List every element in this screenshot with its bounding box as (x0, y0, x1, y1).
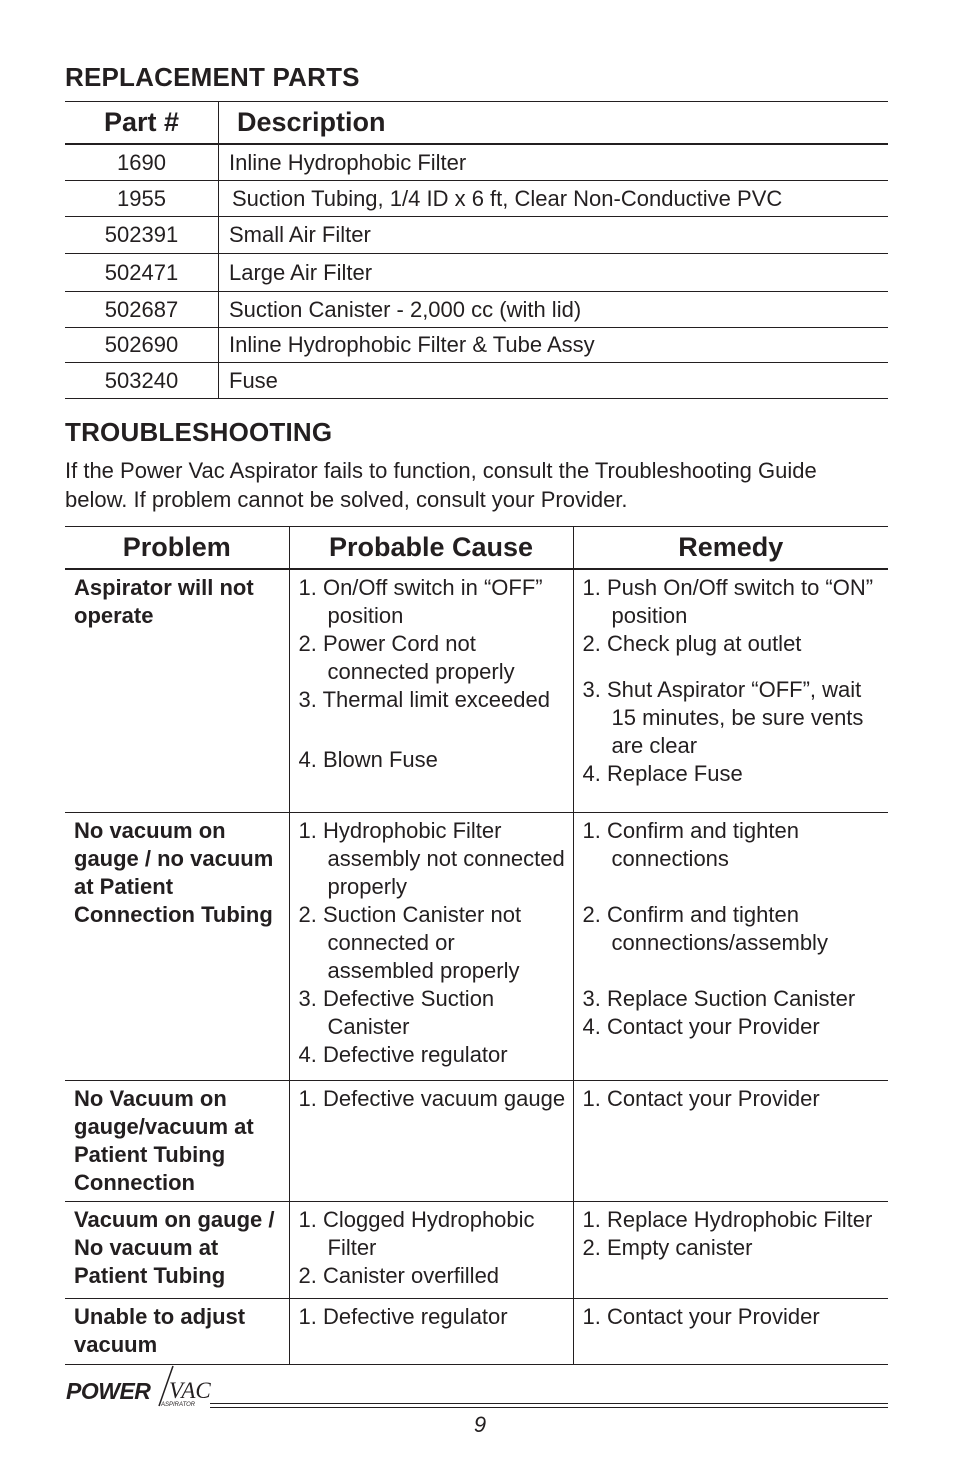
table-row (65, 569, 888, 813)
cause-item: 1. Defective vacuum gauge (298, 1086, 566, 1111)
cause-cell (289, 569, 573, 813)
part-number: 502690 (65, 328, 219, 363)
remedy-cell (573, 1299, 888, 1365)
remedy-item: 1. Replace Hydrophobic Filter (582, 1207, 873, 1232)
remedy-item: 4. Replace Fuse (582, 761, 743, 786)
troubleshooting-intro: If the Power Vac Aspirator fails to function, consult the Troubleshooting Guide below. If problem cannot be solved, consult your Provider. (65, 458, 817, 512)
replacement-parts-table (65, 101, 888, 399)
troubleshooting-table (65, 526, 888, 1365)
table-row (65, 292, 888, 328)
cause-item: 3. Defective Suction Canister (298, 986, 495, 1039)
part-number: 502687 (65, 292, 219, 328)
remedy-item: 3. Replace Suction Canister (582, 986, 856, 1011)
part-description: Large Air Filter (219, 254, 889, 292)
part-number-header: Part # (65, 102, 219, 145)
part-description: Inline Hydrophobic Filter & Tube Assy (219, 328, 889, 363)
troubleshooting-heading: TROUBLESHOOTING (65, 417, 333, 447)
remedy-item: 3. Shut Aspirator “OFF”, wait 15 minutes, be sure vents are clear (582, 677, 864, 758)
cause-header: Probable Cause (289, 527, 573, 570)
problem-cell: Vacuum on gauge / No vacuum at Patient Tubing (65, 1202, 289, 1299)
replacement-parts-heading: REPLACEMENT PARTS (65, 62, 360, 92)
table-row (65, 363, 888, 399)
page-number: 9 (473, 1412, 487, 1437)
part-number: 1690 (65, 144, 219, 181)
table-row (65, 217, 888, 254)
remedy-item: 2. Check plug at outlet (582, 631, 802, 656)
table-row (65, 328, 888, 363)
cause-item: 1. Clogged Hydrophobic Filter (298, 1207, 535, 1260)
table-row (65, 144, 888, 181)
remedy-item: 2. Empty canister (582, 1235, 753, 1260)
cause-item: 2. Power Cord not connected properly (298, 631, 515, 684)
remedy-cell (573, 813, 888, 1081)
cause-item: 2. Canister overfilled (298, 1263, 500, 1288)
description-header: Description (219, 102, 889, 145)
part-description: Inline Hydrophobic Filter (219, 144, 889, 181)
footer-rule (210, 1403, 888, 1404)
remedy-item: 1. Confirm and tighten connections (582, 818, 799, 871)
table-row (65, 813, 888, 1081)
logo-word-power: POWER (66, 1378, 151, 1404)
problem-cell: No Vacuum on gauge/vacuum at Patient Tubing Connection (65, 1081, 289, 1202)
table-row (65, 1299, 888, 1365)
remedy-cell (573, 569, 888, 813)
remedy-item: 1. Push On/Off switch to “ON” position (582, 575, 874, 628)
remedy-item: 1. Contact your Provider (582, 1304, 820, 1329)
remedy-header: Remedy (573, 527, 888, 570)
cause-cell (289, 1299, 573, 1365)
part-number: 502471 (65, 254, 219, 292)
part-description: Fuse (219, 363, 889, 399)
cause-item: 4. Defective regulator (298, 1042, 508, 1067)
problem-cell: Aspirator will not operate (65, 569, 289, 813)
problem-header: Problem (65, 527, 289, 570)
remedy-item: 2. Confirm and tighten connections/assembly (582, 902, 828, 955)
logo-word-vac: VAC (169, 1378, 211, 1403)
cause-item: 2. Suction Canister not connected or assembled properly (298, 902, 522, 983)
part-number: 1955 (65, 181, 219, 217)
cause-cell (289, 813, 573, 1081)
part-description: Small Air Filter (219, 217, 889, 254)
logo-subtext: ASPIRATOR (161, 1402, 196, 1408)
footer-rule (210, 1407, 888, 1408)
table-row (65, 181, 888, 217)
cause-cell (289, 1081, 573, 1202)
cause-cell (289, 1202, 573, 1299)
remedy-cell (573, 1081, 888, 1202)
table-row (65, 1202, 888, 1299)
table-row (65, 1081, 888, 1202)
part-number: 503240 (65, 363, 219, 399)
remedy-item: 4. Contact your Provider (582, 1014, 820, 1039)
part-number: 502391 (65, 217, 219, 254)
cause-item: 1. On/Off switch in “OFF” position (298, 575, 543, 628)
problem-cell: No vacuum on gauge / no vacuum at Patient Connection Tubing (65, 813, 289, 1081)
cause-item: 4. Blown Fuse (298, 747, 438, 772)
problem-cell: Unable to adjust vacuum (65, 1299, 289, 1365)
part-description: Suction Canister - 2,000 cc (with lid) (219, 292, 889, 328)
table-row (65, 254, 888, 292)
remedy-cell (573, 1202, 888, 1299)
cause-item: 1. Defective regulator (298, 1304, 508, 1329)
part-description: Suction Tubing, 1/4 ID x 6 ft, Clear Non-Conductive PVC (219, 181, 889, 217)
cause-item: 1. Hydrophobic Filter assembly not connected properly (298, 818, 565, 899)
cause-item: 3. Thermal limit exceeded (298, 687, 550, 712)
remedy-item: 1. Contact your Provider (582, 1086, 820, 1111)
